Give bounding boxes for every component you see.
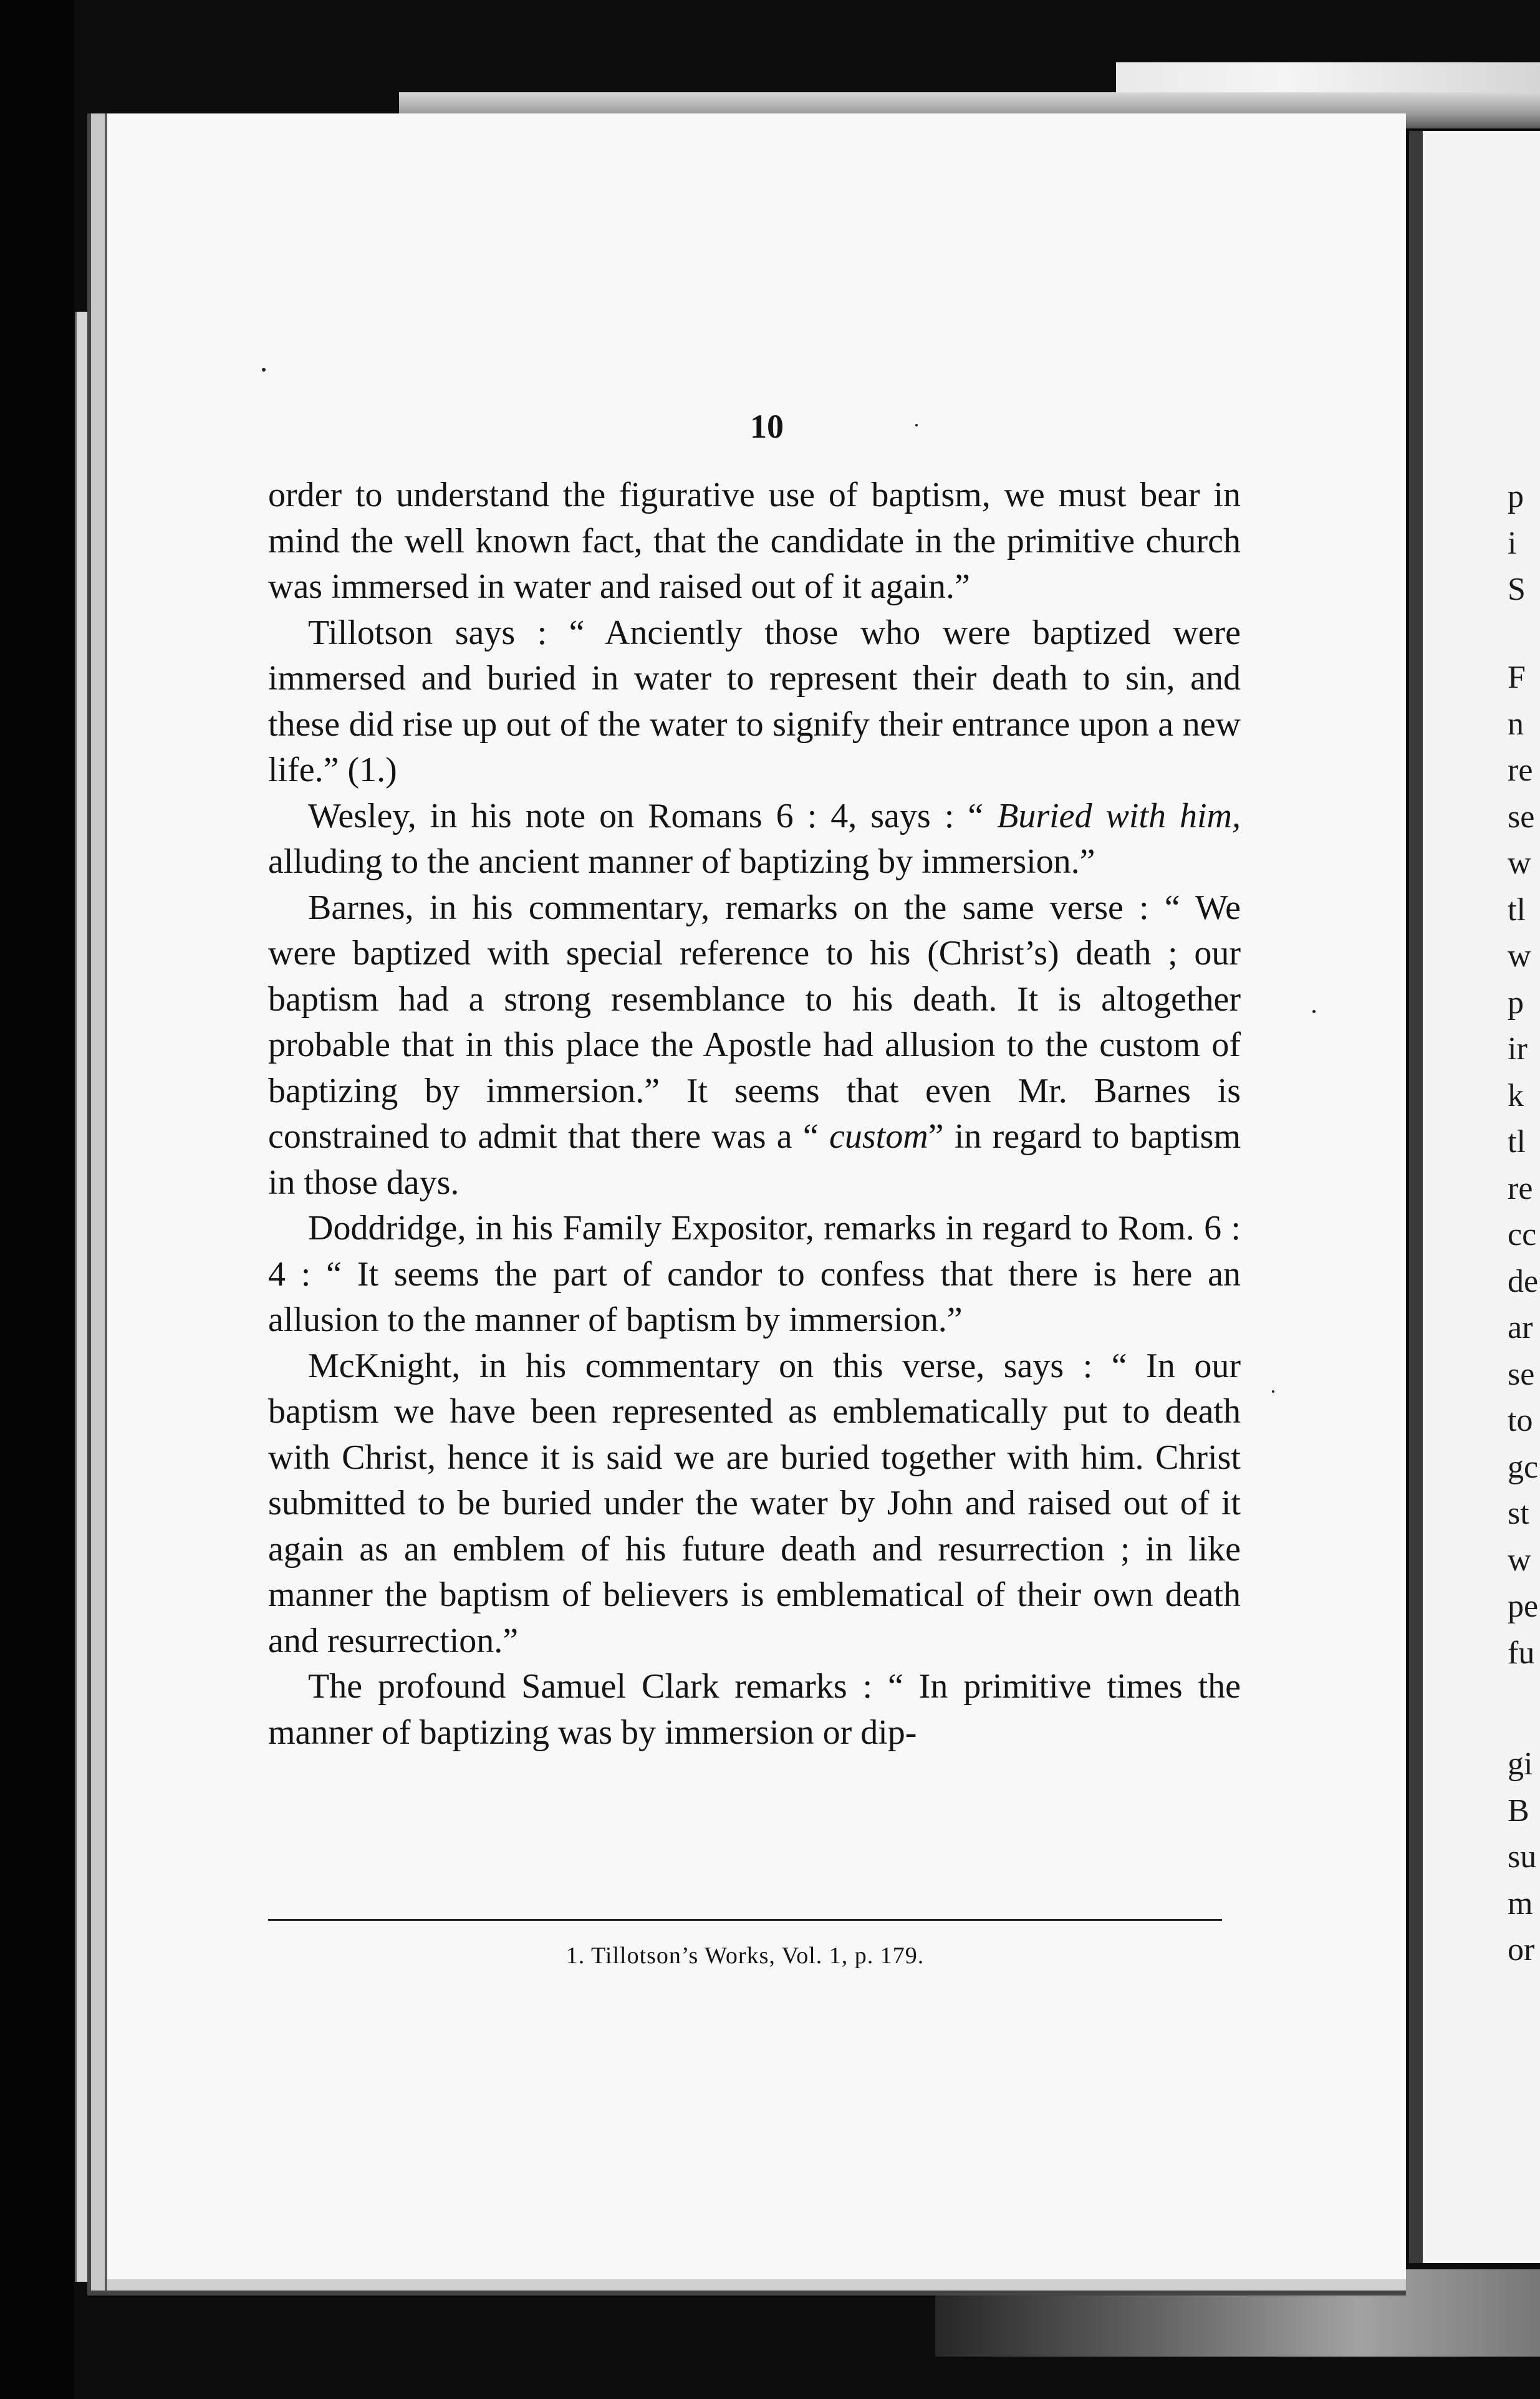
- italic-quote: Buried with him,: [997, 796, 1241, 835]
- facing-page-fragment: w: [1508, 938, 1531, 974]
- facing-page-fragment: B: [1508, 1792, 1529, 1829]
- facing-page-fragment: se: [1508, 799, 1535, 835]
- paragraph-mcknight: McKnight, in his commentary on this verse, says : “ In our baptism we have been represented as emblematically put to death with Christ, hence it is said we are buried together with him. Christ submitted to be buried under the water by John and raised out of it again as an emblem of his future death and resurrection ; in like manner the baptism of believers is emblematical of their own death and resurrection.”: [268, 1346, 1241, 1660]
- paragraph-doddridge: Doddridge, in his Family Expositor, remarks in regard to Rom. 6 : 4 : “ It seems the part of candor to confess that there is here an allusion to the manner of baptism by immersion.”: [268, 1209, 1241, 1339]
- facing-page-fragment: gi: [1508, 1746, 1533, 1782]
- scan-background-left: [0, 0, 74, 2399]
- facing-page-fragment: [1508, 1676, 1540, 1741]
- facing-page-fragment: w: [1508, 1542, 1531, 1578]
- facing-page-fragment: pe: [1508, 1589, 1539, 1624]
- scan-speck: [915, 424, 918, 426]
- facing-page-fragment: m: [1508, 1885, 1533, 1921]
- footnote: 1. Tillotson’s Works, Vol. 1, p. 179.: [565, 1943, 925, 1969]
- facing-page-fragment: ar: [1508, 1310, 1533, 1345]
- page-number: 10: [750, 408, 784, 445]
- facing-page-fragment: k: [1508, 1077, 1524, 1113]
- facing-page-fragment: su: [1508, 1839, 1537, 1875]
- facing-page-fragment: n: [1508, 706, 1524, 742]
- facing-page-fragments: [1508, 655, 1540, 1974]
- facing-page-fragment: st: [1508, 1496, 1529, 1531]
- facing-page-fragment: tl: [1508, 892, 1526, 928]
- paragraph-text: Wesley, in his note on Romans 6 : 4, says : “: [308, 796, 998, 835]
- facing-page-fragment: w: [1508, 845, 1531, 881]
- scan-speck: [1312, 1010, 1316, 1013]
- facing-page-fragment: S: [1508, 572, 1526, 607]
- facing-page-fragment: p: [1508, 984, 1524, 1021]
- facing-page-fragment: p: [1508, 479, 1524, 514]
- paragraph-wesley: [268, 794, 1241, 885]
- paragraph-text: alluding to the ancient manner of baptizing by immersion.”: [268, 842, 1095, 881]
- facing-page-fragment: or: [1508, 1932, 1535, 1968]
- paragraph-clark: The profound Samuel Clark remarks : “ In primitive times the manner of baptizing was by immersion or dip-: [268, 1667, 1241, 1752]
- facing-page-fragment: re: [1508, 1170, 1533, 1206]
- facing-page-fragment: de: [1508, 1263, 1539, 1299]
- facing-page-fragment: cc: [1508, 1217, 1537, 1252]
- scan-speck: [262, 368, 266, 372]
- facing-page-fragment: ir: [1508, 1031, 1528, 1067]
- facing-page-fragment: gc: [1508, 1449, 1539, 1485]
- facing-page-fragment: se: [1508, 1356, 1535, 1392]
- footnote-divider: [268, 1919, 1222, 1921]
- page-text: [268, 473, 1241, 1756]
- paragraph-barnes: [268, 885, 1241, 1206]
- paragraph-1: order to understand the figurative use of baptism, we must bear in mind the well known fact, that the candidate in the primitive church was immersed in water and raised out of it again.”: [268, 476, 1241, 606]
- italic-word: custom: [829, 1117, 928, 1156]
- facing-page-fragment: i: [1508, 525, 1517, 561]
- facing-page-fragment: fu: [1508, 1635, 1535, 1671]
- facing-page-top-fragments: [1508, 474, 1540, 613]
- facing-page-fragment: to: [1508, 1403, 1533, 1438]
- facing-page-fragment: F: [1508, 660, 1526, 695]
- paragraph-text: ” in regard to baptism in those days.: [268, 1117, 1241, 1202]
- facing-page-fragment: tl: [1508, 1124, 1526, 1160]
- paragraph-tillotson: Tillotson says : “ Anciently those who were baptized were immersed and buried in water to represent their death to sin, and these did rise up out of the water to signify their entrance upon a new life.” (1.): [268, 613, 1241, 789]
- paragraph-text: Barnes, in his commentary, remarks on the same verse : “ We were baptized with special reference to his (Christ’s) death ; our baptism had a strong resemblance to his death. It is altogether probable that in this place the Apostle had allusion to the custom of baptizing by immersion.” It seems that even Mr. Barnes is constrained to admit that there was a “: [268, 888, 1241, 1156]
- facing-page-fragment: re: [1508, 752, 1533, 788]
- scan-speck: [1272, 1390, 1274, 1393]
